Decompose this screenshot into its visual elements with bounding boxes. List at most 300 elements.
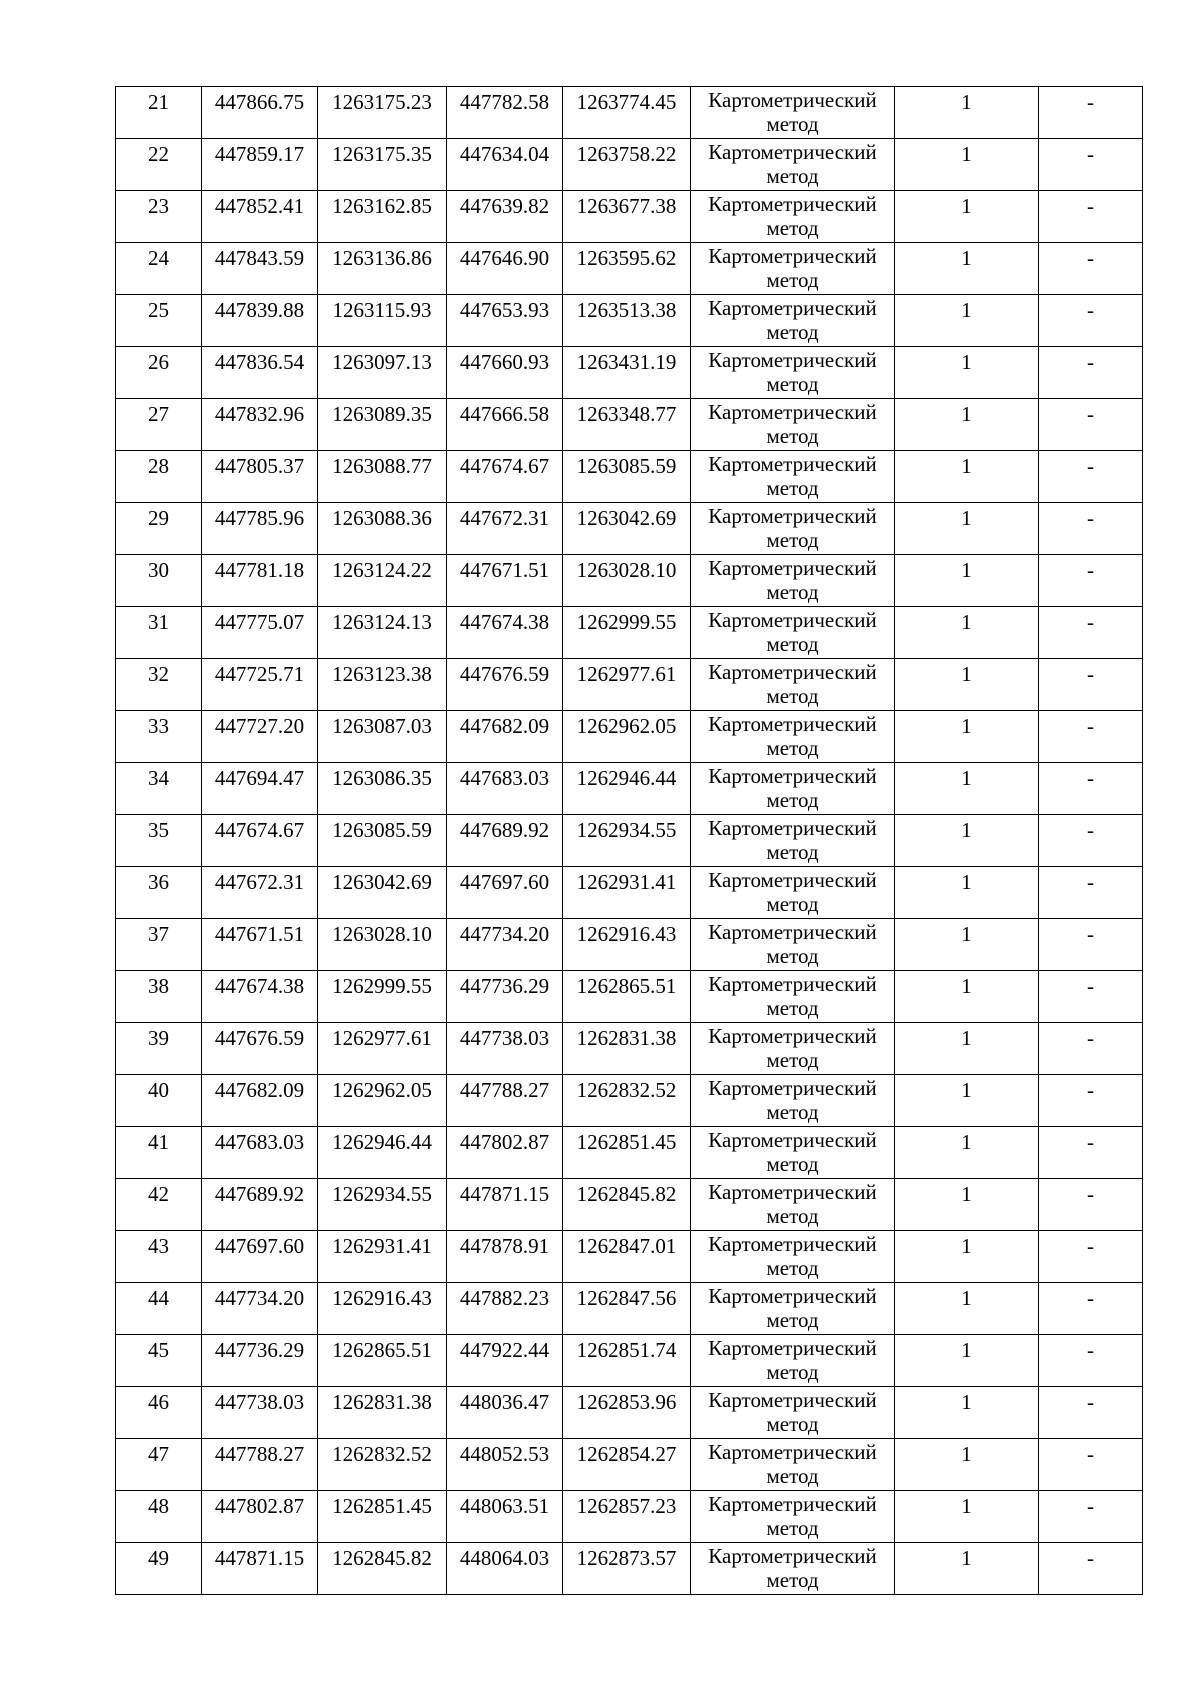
- y1-coordinate-cell: 1262946.44: [318, 1127, 447, 1179]
- note-cell: -: [1039, 1387, 1143, 1439]
- x2-coordinate-cell: 447689.92: [447, 815, 563, 867]
- method-cell: [691, 867, 895, 919]
- note-cell: -: [1039, 867, 1143, 919]
- accuracy-cell: 1: [895, 1283, 1039, 1335]
- y2-coordinate-cell: 1262962.05: [563, 711, 691, 763]
- x2-coordinate-cell: 447671.51: [447, 555, 563, 607]
- point-number-cell: 34: [116, 763, 202, 815]
- y2-coordinate-cell: 1263348.77: [563, 399, 691, 451]
- y2-coordinate-cell: 1262831.38: [563, 1023, 691, 1075]
- x2-coordinate-cell: 447697.60: [447, 867, 563, 919]
- method-cell: [691, 919, 895, 971]
- y1-coordinate-cell: 1263136.86: [318, 243, 447, 295]
- y2-coordinate-cell: 1263085.59: [563, 451, 691, 503]
- point-number-cell: 21: [116, 87, 202, 139]
- table-row: [116, 1491, 1143, 1543]
- point-number-cell: 40: [116, 1075, 202, 1127]
- method-line-1: Картометрический: [708, 504, 877, 528]
- y1-coordinate-cell: 1263124.22: [318, 555, 447, 607]
- method-line-2: метод: [766, 580, 819, 604]
- y2-coordinate-cell: 1262999.55: [563, 607, 691, 659]
- method-line-1: Картометрический: [708, 348, 877, 372]
- y2-coordinate-cell: 1262873.57: [563, 1543, 691, 1595]
- method-line-2: метод: [766, 1204, 819, 1228]
- point-number-cell: 44: [116, 1283, 202, 1335]
- accuracy-cell: 1: [895, 139, 1039, 191]
- y2-coordinate-cell: 1262934.55: [563, 815, 691, 867]
- note-cell: -: [1039, 1231, 1143, 1283]
- point-number-cell: 38: [116, 971, 202, 1023]
- x1-coordinate-cell: 447694.47: [202, 763, 318, 815]
- y2-coordinate-cell: 1263595.62: [563, 243, 691, 295]
- y1-coordinate-cell: 1263175.35: [318, 139, 447, 191]
- x1-coordinate-cell: 447802.87: [202, 1491, 318, 1543]
- method-cell: [691, 295, 895, 347]
- note-cell: -: [1039, 1023, 1143, 1075]
- table-row: [116, 191, 1143, 243]
- method-line-1: Картометрический: [708, 296, 877, 320]
- x1-coordinate-cell: 447674.67: [202, 815, 318, 867]
- method-line-2: метод: [766, 164, 819, 188]
- y2-coordinate-cell: 1262916.43: [563, 919, 691, 971]
- accuracy-cell: 1: [895, 659, 1039, 711]
- table-row: [116, 867, 1143, 919]
- y1-coordinate-cell: 1263088.77: [318, 451, 447, 503]
- method-cell: [691, 191, 895, 243]
- x2-coordinate-cell: 447674.67: [447, 451, 563, 503]
- x2-coordinate-cell: 447634.04: [447, 139, 563, 191]
- x2-coordinate-cell: 447672.31: [447, 503, 563, 555]
- point-number-cell: 37: [116, 919, 202, 971]
- method-line-1: Картометрический: [708, 1492, 877, 1516]
- accuracy-cell: 1: [895, 347, 1039, 399]
- method-line-2: метод: [766, 840, 819, 864]
- note-cell: -: [1039, 1543, 1143, 1595]
- method-line-1: Картометрический: [708, 1024, 877, 1048]
- x1-coordinate-cell: 447839.88: [202, 295, 318, 347]
- y2-coordinate-cell: 1262847.01: [563, 1231, 691, 1283]
- note-cell: -: [1039, 451, 1143, 503]
- method-line-1: Картометрический: [708, 972, 877, 996]
- y1-coordinate-cell: 1262831.38: [318, 1387, 447, 1439]
- note-cell: -: [1039, 919, 1143, 971]
- y1-coordinate-cell: 1263175.23: [318, 87, 447, 139]
- table-row: [116, 503, 1143, 555]
- x1-coordinate-cell: 447852.41: [202, 191, 318, 243]
- table-row: [116, 919, 1143, 971]
- method-line-2: метод: [766, 632, 819, 656]
- x1-coordinate-cell: 447674.38: [202, 971, 318, 1023]
- note-cell: -: [1039, 555, 1143, 607]
- accuracy-cell: 1: [895, 399, 1039, 451]
- y2-coordinate-cell: 1262851.74: [563, 1335, 691, 1387]
- note-cell: -: [1039, 971, 1143, 1023]
- x2-coordinate-cell: 447922.44: [447, 1335, 563, 1387]
- method-cell: [691, 1231, 895, 1283]
- y1-coordinate-cell: 1263162.85: [318, 191, 447, 243]
- note-cell: -: [1039, 1179, 1143, 1231]
- point-number-cell: 28: [116, 451, 202, 503]
- table-row: [116, 347, 1143, 399]
- method-line-1: Картометрический: [708, 1440, 877, 1464]
- table-row: [116, 1335, 1143, 1387]
- y2-coordinate-cell: 1263758.22: [563, 139, 691, 191]
- method-line-1: Картометрический: [708, 1076, 877, 1100]
- point-number-cell: 31: [116, 607, 202, 659]
- note-cell: -: [1039, 763, 1143, 815]
- y2-coordinate-cell: 1262857.23: [563, 1491, 691, 1543]
- y1-coordinate-cell: 1263028.10: [318, 919, 447, 971]
- x1-coordinate-cell: 447734.20: [202, 1283, 318, 1335]
- table-row: [116, 399, 1143, 451]
- method-line-2: метод: [766, 1100, 819, 1124]
- accuracy-cell: 1: [895, 503, 1039, 555]
- table-row: [116, 607, 1143, 659]
- method-cell: [691, 763, 895, 815]
- point-number-cell: 26: [116, 347, 202, 399]
- table-row: [116, 87, 1143, 139]
- x2-coordinate-cell: 447660.93: [447, 347, 563, 399]
- method-line-1: Картометрический: [708, 556, 877, 580]
- method-line-1: Картометрический: [708, 452, 877, 476]
- y1-coordinate-cell: 1263123.38: [318, 659, 447, 711]
- x2-coordinate-cell: 447676.59: [447, 659, 563, 711]
- method-cell: [691, 139, 895, 191]
- x2-coordinate-cell: 447639.82: [447, 191, 563, 243]
- accuracy-cell: 1: [895, 971, 1039, 1023]
- x1-coordinate-cell: 447671.51: [202, 919, 318, 971]
- method-line-1: Картометрический: [708, 920, 877, 944]
- x2-coordinate-cell: 447666.58: [447, 399, 563, 451]
- y1-coordinate-cell: 1263086.35: [318, 763, 447, 815]
- table-row: [116, 1543, 1143, 1595]
- accuracy-cell: 1: [895, 1387, 1039, 1439]
- accuracy-cell: 1: [895, 243, 1039, 295]
- x2-coordinate-cell: 447646.90: [447, 243, 563, 295]
- x2-coordinate-cell: 447782.58: [447, 87, 563, 139]
- method-line-1: Картометрический: [708, 1128, 877, 1152]
- table-row: [116, 1075, 1143, 1127]
- x1-coordinate-cell: 447866.75: [202, 87, 318, 139]
- method-cell: [691, 399, 895, 451]
- method-line-2: метод: [766, 1308, 819, 1332]
- accuracy-cell: 1: [895, 867, 1039, 919]
- y1-coordinate-cell: 1263042.69: [318, 867, 447, 919]
- accuracy-cell: 1: [895, 815, 1039, 867]
- y2-coordinate-cell: 1263028.10: [563, 555, 691, 607]
- table-row: [116, 1179, 1143, 1231]
- y2-coordinate-cell: 1262854.27: [563, 1439, 691, 1491]
- x1-coordinate-cell: 447805.37: [202, 451, 318, 503]
- x2-coordinate-cell: 447871.15: [447, 1179, 563, 1231]
- method-cell: [691, 87, 895, 139]
- method-line-2: метод: [766, 1516, 819, 1540]
- accuracy-cell: 1: [895, 1439, 1039, 1491]
- y2-coordinate-cell: 1263042.69: [563, 503, 691, 555]
- method-line-1: Картометрический: [708, 400, 877, 424]
- method-cell: [691, 1491, 895, 1543]
- y2-coordinate-cell: 1262847.56: [563, 1283, 691, 1335]
- point-number-cell: 25: [116, 295, 202, 347]
- note-cell: -: [1039, 815, 1143, 867]
- method-line-2: метод: [766, 892, 819, 916]
- table-row: [116, 139, 1143, 191]
- point-number-cell: 41: [116, 1127, 202, 1179]
- method-line-2: метод: [766, 112, 819, 136]
- accuracy-cell: 1: [895, 1543, 1039, 1595]
- accuracy-cell: 1: [895, 1491, 1039, 1543]
- point-number-cell: 48: [116, 1491, 202, 1543]
- method-line-1: Картометрический: [708, 1232, 877, 1256]
- y2-coordinate-cell: 1263774.45: [563, 87, 691, 139]
- table-row: [116, 659, 1143, 711]
- method-line-1: Картометрический: [708, 1180, 877, 1204]
- accuracy-cell: 1: [895, 607, 1039, 659]
- x2-coordinate-cell: 447682.09: [447, 711, 563, 763]
- y2-coordinate-cell: 1262851.45: [563, 1127, 691, 1179]
- point-number-cell: 43: [116, 1231, 202, 1283]
- method-line-1: Картометрический: [708, 868, 877, 892]
- y2-coordinate-cell: 1263513.38: [563, 295, 691, 347]
- y1-coordinate-cell: 1262851.45: [318, 1491, 447, 1543]
- x1-coordinate-cell: 447775.07: [202, 607, 318, 659]
- table-row: [116, 1023, 1143, 1075]
- method-line-1: Картометрический: [708, 816, 877, 840]
- x1-coordinate-cell: 447788.27: [202, 1439, 318, 1491]
- y1-coordinate-cell: 1262916.43: [318, 1283, 447, 1335]
- x2-coordinate-cell: 447736.29: [447, 971, 563, 1023]
- x2-coordinate-cell: 447882.23: [447, 1283, 563, 1335]
- point-number-cell: 30: [116, 555, 202, 607]
- x1-coordinate-cell: 447682.09: [202, 1075, 318, 1127]
- y2-coordinate-cell: 1262832.52: [563, 1075, 691, 1127]
- accuracy-cell: 1: [895, 711, 1039, 763]
- note-cell: -: [1039, 243, 1143, 295]
- x2-coordinate-cell: 447802.87: [447, 1127, 563, 1179]
- point-number-cell: 24: [116, 243, 202, 295]
- note-cell: -: [1039, 711, 1143, 763]
- note-cell: -: [1039, 295, 1143, 347]
- method-cell: [691, 1179, 895, 1231]
- point-number-cell: 32: [116, 659, 202, 711]
- method-line-2: метод: [766, 736, 819, 760]
- note-cell: -: [1039, 659, 1143, 711]
- y2-coordinate-cell: 1262946.44: [563, 763, 691, 815]
- point-number-cell: 27: [116, 399, 202, 451]
- method-cell: [691, 555, 895, 607]
- method-line-1: Картометрический: [708, 1284, 877, 1308]
- method-line-2: метод: [766, 1256, 819, 1280]
- y1-coordinate-cell: 1263085.59: [318, 815, 447, 867]
- table-row: [116, 1127, 1143, 1179]
- method-cell: [691, 815, 895, 867]
- method-line-2: метод: [766, 788, 819, 812]
- note-cell: -: [1039, 1075, 1143, 1127]
- x2-coordinate-cell: 447734.20: [447, 919, 563, 971]
- method-cell: [691, 1023, 895, 1075]
- y2-coordinate-cell: 1262853.96: [563, 1387, 691, 1439]
- x2-coordinate-cell: 448064.03: [447, 1543, 563, 1595]
- x2-coordinate-cell: 448036.47: [447, 1387, 563, 1439]
- method-line-1: Картометрический: [708, 1544, 877, 1568]
- method-cell: [691, 1335, 895, 1387]
- method-line-2: метод: [766, 1360, 819, 1384]
- method-line-1: Картометрический: [708, 712, 877, 736]
- accuracy-cell: 1: [895, 1023, 1039, 1075]
- point-number-cell: 36: [116, 867, 202, 919]
- y2-coordinate-cell: 1262931.41: [563, 867, 691, 919]
- y1-coordinate-cell: 1262934.55: [318, 1179, 447, 1231]
- note-cell: -: [1039, 191, 1143, 243]
- accuracy-cell: 1: [895, 1179, 1039, 1231]
- method-cell: [691, 1387, 895, 1439]
- x2-coordinate-cell: 448052.53: [447, 1439, 563, 1491]
- table-row: [116, 971, 1143, 1023]
- point-number-cell: 45: [116, 1335, 202, 1387]
- method-cell: [691, 243, 895, 295]
- y1-coordinate-cell: 1262845.82: [318, 1543, 447, 1595]
- point-number-cell: 33: [116, 711, 202, 763]
- method-line-1: Картометрический: [708, 192, 877, 216]
- method-cell: [691, 971, 895, 1023]
- y1-coordinate-cell: 1263088.36: [318, 503, 447, 555]
- method-cell: [691, 711, 895, 763]
- x1-coordinate-cell: 447736.29: [202, 1335, 318, 1387]
- method-cell: [691, 1543, 895, 1595]
- method-line-2: метод: [766, 372, 819, 396]
- method-line-2: метод: [766, 944, 819, 968]
- method-cell: [691, 607, 895, 659]
- table-row: [116, 815, 1143, 867]
- x1-coordinate-cell: 447676.59: [202, 1023, 318, 1075]
- table-row: [116, 763, 1143, 815]
- x2-coordinate-cell: 447683.03: [447, 763, 563, 815]
- y1-coordinate-cell: 1263097.13: [318, 347, 447, 399]
- method-cell: [691, 1439, 895, 1491]
- accuracy-cell: 1: [895, 295, 1039, 347]
- method-line-2: метод: [766, 528, 819, 552]
- method-line-2: метод: [766, 1152, 819, 1176]
- x1-coordinate-cell: 447859.17: [202, 139, 318, 191]
- x1-coordinate-cell: 447683.03: [202, 1127, 318, 1179]
- accuracy-cell: 1: [895, 763, 1039, 815]
- note-cell: -: [1039, 607, 1143, 659]
- table-row: [116, 295, 1143, 347]
- y2-coordinate-cell: 1262845.82: [563, 1179, 691, 1231]
- table-row: [116, 711, 1143, 763]
- note-cell: -: [1039, 139, 1143, 191]
- note-cell: -: [1039, 1283, 1143, 1335]
- note-cell: -: [1039, 503, 1143, 555]
- y1-coordinate-cell: 1262977.61: [318, 1023, 447, 1075]
- method-cell: [691, 1283, 895, 1335]
- y1-coordinate-cell: 1263124.13: [318, 607, 447, 659]
- method-cell: [691, 347, 895, 399]
- note-cell: -: [1039, 1335, 1143, 1387]
- y1-coordinate-cell: 1262999.55: [318, 971, 447, 1023]
- method-line-1: Картометрический: [708, 764, 877, 788]
- coordinates-table: [115, 86, 1143, 1595]
- method-line-2: метод: [766, 268, 819, 292]
- x1-coordinate-cell: 447727.20: [202, 711, 318, 763]
- point-number-cell: 42: [116, 1179, 202, 1231]
- x2-coordinate-cell: 447653.93: [447, 295, 563, 347]
- accuracy-cell: 1: [895, 87, 1039, 139]
- x1-coordinate-cell: 447689.92: [202, 1179, 318, 1231]
- accuracy-cell: 1: [895, 919, 1039, 971]
- method-line-2: метод: [766, 216, 819, 240]
- accuracy-cell: 1: [895, 1231, 1039, 1283]
- x1-coordinate-cell: 447672.31: [202, 867, 318, 919]
- accuracy-cell: 1: [895, 1075, 1039, 1127]
- point-number-cell: 23: [116, 191, 202, 243]
- x1-coordinate-cell: 447781.18: [202, 555, 318, 607]
- x1-coordinate-cell: 447832.96: [202, 399, 318, 451]
- y1-coordinate-cell: 1262865.51: [318, 1335, 447, 1387]
- method-line-1: Картометрический: [708, 140, 877, 164]
- y1-coordinate-cell: 1263089.35: [318, 399, 447, 451]
- method-line-2: метод: [766, 1464, 819, 1488]
- x2-coordinate-cell: 448063.51: [447, 1491, 563, 1543]
- x1-coordinate-cell: 447871.15: [202, 1543, 318, 1595]
- x2-coordinate-cell: 447738.03: [447, 1023, 563, 1075]
- point-number-cell: 29: [116, 503, 202, 555]
- method-line-1: Картометрический: [708, 1336, 877, 1360]
- table-row: [116, 451, 1143, 503]
- method-line-1: Картометрический: [708, 1388, 877, 1412]
- method-line-2: метод: [766, 996, 819, 1020]
- x1-coordinate-cell: 447836.54: [202, 347, 318, 399]
- method-line-2: метод: [766, 1048, 819, 1072]
- table-row: [116, 1231, 1143, 1283]
- x2-coordinate-cell: 447788.27: [447, 1075, 563, 1127]
- method-line-1: Картометрический: [708, 608, 877, 632]
- note-cell: -: [1039, 399, 1143, 451]
- accuracy-cell: 1: [895, 1335, 1039, 1387]
- method-line-1: Картометрический: [708, 88, 877, 112]
- method-cell: [691, 451, 895, 503]
- method-line-1: Картометрический: [708, 244, 877, 268]
- method-cell: [691, 659, 895, 711]
- method-cell: [691, 1127, 895, 1179]
- method-line-2: метод: [766, 424, 819, 448]
- x1-coordinate-cell: 447725.71: [202, 659, 318, 711]
- y2-coordinate-cell: 1262977.61: [563, 659, 691, 711]
- point-number-cell: 39: [116, 1023, 202, 1075]
- table-row: [116, 1439, 1143, 1491]
- point-number-cell: 47: [116, 1439, 202, 1491]
- x1-coordinate-cell: 447697.60: [202, 1231, 318, 1283]
- note-cell: -: [1039, 1439, 1143, 1491]
- method-cell: [691, 503, 895, 555]
- accuracy-cell: 1: [895, 555, 1039, 607]
- x1-coordinate-cell: 447785.96: [202, 503, 318, 555]
- y1-coordinate-cell: 1262832.52: [318, 1439, 447, 1491]
- y1-coordinate-cell: 1262931.41: [318, 1231, 447, 1283]
- table-body: [116, 87, 1143, 1595]
- note-cell: -: [1039, 1127, 1143, 1179]
- y2-coordinate-cell: 1263677.38: [563, 191, 691, 243]
- y1-coordinate-cell: 1263087.03: [318, 711, 447, 763]
- method-line-2: метод: [766, 476, 819, 500]
- x1-coordinate-cell: 447843.59: [202, 243, 318, 295]
- note-cell: -: [1039, 1491, 1143, 1543]
- note-cell: -: [1039, 87, 1143, 139]
- point-number-cell: 49: [116, 1543, 202, 1595]
- note-cell: -: [1039, 347, 1143, 399]
- method-line-2: метод: [766, 1568, 819, 1592]
- table-row: [116, 555, 1143, 607]
